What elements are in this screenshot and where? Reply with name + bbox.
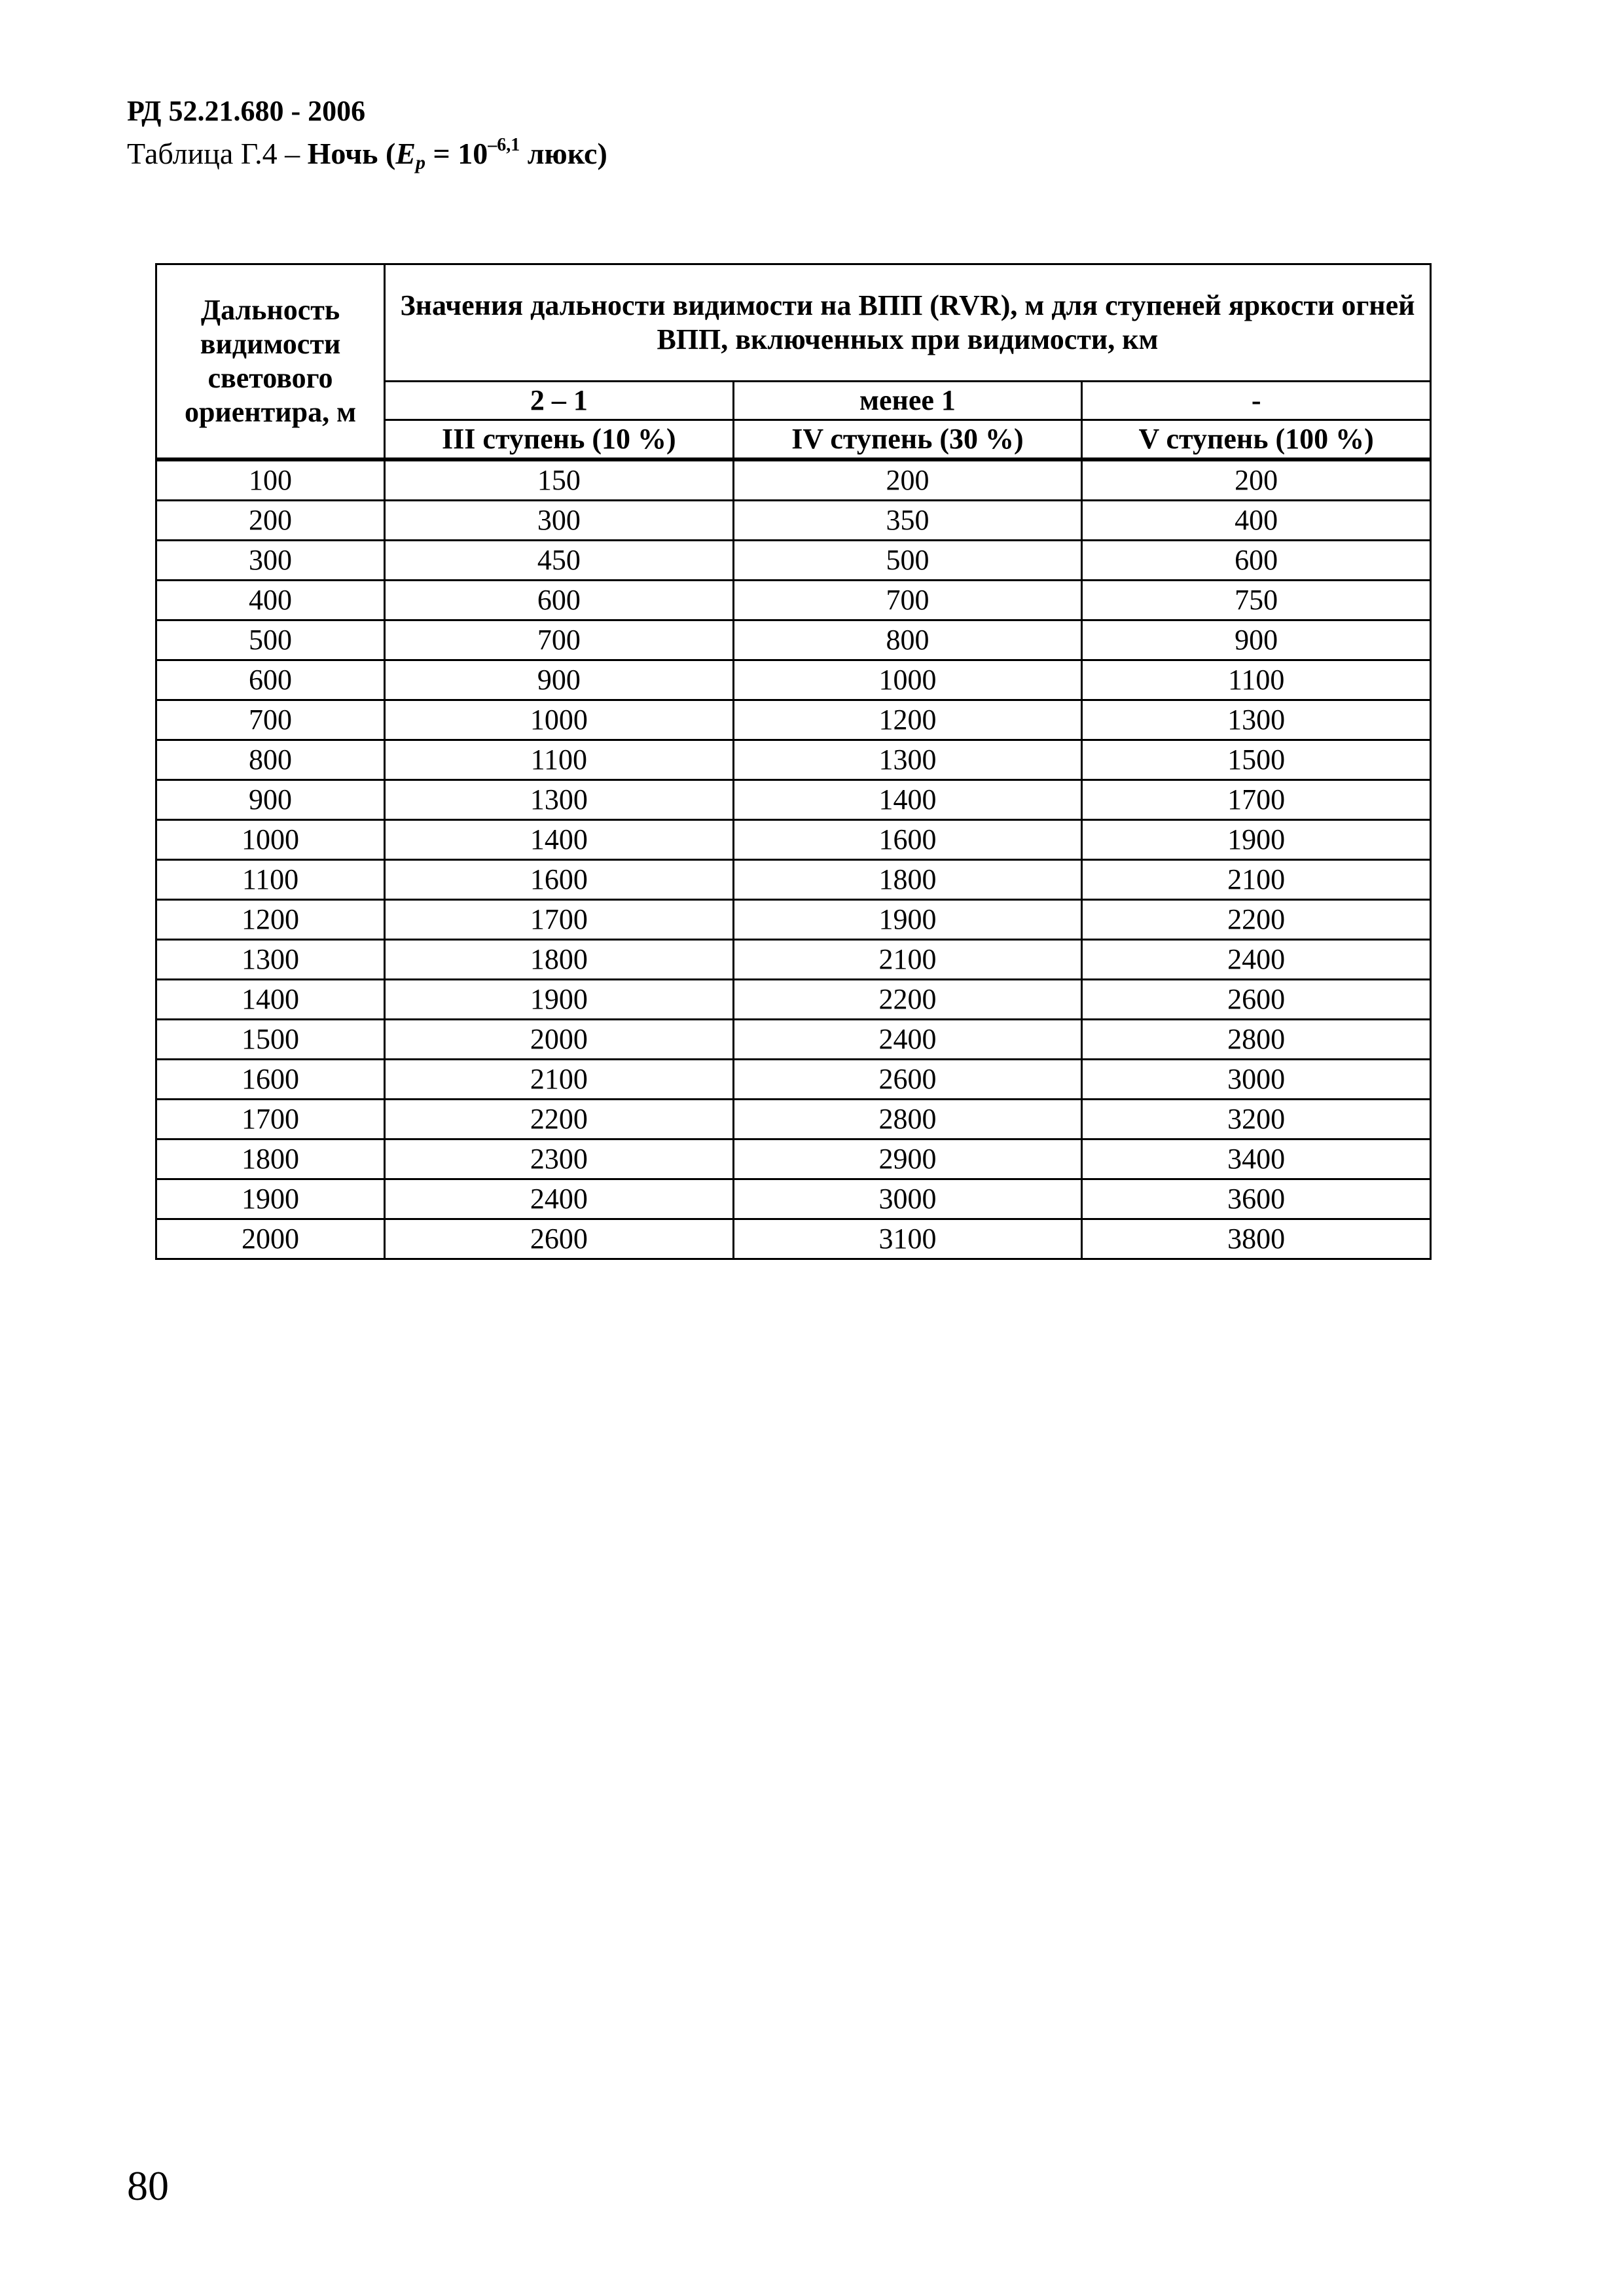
formula-symbol: E — [395, 137, 416, 170]
rvr-value-cell: 1000 — [733, 660, 1082, 700]
rvr-value-cell: 200 — [1082, 459, 1431, 501]
rvr-value-cell: 3200 — [1082, 1100, 1431, 1139]
table-row — [156, 820, 1431, 860]
landmark-distance-cell: 2000 — [156, 1219, 385, 1259]
table-row — [156, 700, 1431, 740]
rvr-value-cell: 450 — [385, 541, 734, 581]
rvr-value-cell: 3400 — [1082, 1139, 1431, 1179]
rvr-value-cell: 2200 — [1082, 900, 1431, 940]
landmark-distance-cell: 800 — [156, 740, 385, 780]
rvr-value-cell: 900 — [385, 660, 734, 700]
rvr-value-cell: 1800 — [385, 940, 734, 980]
landmark-distance-cell: 1800 — [156, 1139, 385, 1179]
rvr-value-cell: 900 — [1082, 620, 1431, 660]
rvr-value-cell: 2300 — [385, 1139, 734, 1179]
rvr-value-cell: 2600 — [1082, 980, 1431, 1020]
table-row — [156, 620, 1431, 660]
rvr-value-cell: 1900 — [733, 900, 1082, 940]
landmark-distance-cell: 300 — [156, 541, 385, 581]
rvr-value-cell: 2100 — [1082, 860, 1431, 900]
landmark-distance-cell: 1700 — [156, 1100, 385, 1139]
document-code: РД 52.21.680 - 2006 — [127, 95, 366, 127]
rvr-value-cell: 3600 — [1082, 1179, 1431, 1219]
table-row — [156, 1179, 1431, 1219]
table-row — [156, 740, 1431, 780]
rvr-value-cell: 1900 — [385, 980, 734, 1020]
rvr-value-cell: 1700 — [1082, 780, 1431, 820]
rvr-value-cell: 2400 — [1082, 940, 1431, 980]
rvr-value-cell: 350 — [733, 501, 1082, 541]
rvr-value-cell: 3800 — [1082, 1219, 1431, 1259]
brightness-level-header: IV ступень (30 %) — [733, 420, 1082, 460]
brightness-level-header: III ступень (10 %) — [385, 420, 734, 460]
rvr-value-cell: 1300 — [733, 740, 1082, 780]
table-row — [156, 459, 1431, 501]
table-row — [156, 1100, 1431, 1139]
landmark-distance-cell: 900 — [156, 780, 385, 820]
formula-equals: = 10 — [425, 137, 488, 170]
rvr-value-cell: 1600 — [733, 820, 1082, 860]
rvr-value-cell: 3000 — [733, 1179, 1082, 1219]
table-row — [156, 940, 1431, 980]
rvr-value-cell: 2900 — [733, 1139, 1082, 1179]
visibility-range-header: - — [1082, 382, 1431, 420]
table-caption: Таблица Г.4 – Ночь ($E_p = 10^{-6,1}$ люкс) — [127, 135, 607, 173]
rvr-value-cell: 1300 — [1082, 700, 1431, 740]
rvr-value-cell: 2200 — [733, 980, 1082, 1020]
page-number: 80 — [127, 2162, 169, 2209]
rvr-value-cell: 3100 — [733, 1219, 1082, 1259]
landmark-distance-cell: 700 — [156, 700, 385, 740]
rvr-value-cell: 500 — [733, 541, 1082, 581]
landmark-distance-cell: 400 — [156, 581, 385, 620]
table-row — [156, 780, 1431, 820]
table-row — [156, 1219, 1431, 1259]
table-row — [156, 900, 1431, 940]
landmark-distance-cell: 600 — [156, 660, 385, 700]
rvr-value-cell: 1300 — [385, 780, 734, 820]
table-row — [156, 860, 1431, 900]
rvr-value-cell: 700 — [733, 581, 1082, 620]
rvr-value-cell: 1400 — [385, 820, 734, 860]
rvr-value-cell: 2100 — [385, 1060, 734, 1100]
table-row — [156, 660, 1431, 700]
rvr-value-cell: 1800 — [733, 860, 1082, 900]
rvr-value-cell: 2000 — [385, 1020, 734, 1060]
rvr-value-cell: 1000 — [385, 700, 734, 740]
rvr-value-cell: 2400 — [385, 1179, 734, 1219]
landmark-distance-cell: 1900 — [156, 1179, 385, 1219]
rvr-value-cell: 2600 — [385, 1219, 734, 1259]
landmark-distance-cell: 1600 — [156, 1060, 385, 1100]
rvr-value-cell: 2400 — [733, 1020, 1082, 1060]
rvr-value-cell: 600 — [1082, 541, 1431, 581]
visibility-range-header: 2 – 1 — [385, 382, 734, 420]
table-row — [156, 1020, 1431, 1060]
rvr-value-cell: 600 — [385, 581, 734, 620]
landmark-distance-cell: 1100 — [156, 860, 385, 900]
rvr-value-cell: 2600 — [733, 1060, 1082, 1100]
landmark-distance-cell: 500 — [156, 620, 385, 660]
table-body — [156, 459, 1431, 1259]
formula-subscript: p — [416, 152, 426, 173]
table-row — [156, 980, 1431, 1020]
rvr-value-cell: 2800 — [1082, 1020, 1431, 1060]
rvr-value-cell: 1700 — [385, 900, 734, 940]
rvr-value-cell: 1100 — [1082, 660, 1431, 700]
rvr-value-cell: 750 — [1082, 581, 1431, 620]
visibility-range-header: менее 1 — [733, 382, 1082, 420]
table-row — [156, 501, 1431, 541]
caption-title: Ночь — [307, 137, 378, 170]
landmark-distance-cell: 1400 — [156, 980, 385, 1020]
rvr-value-cell: 200 — [733, 459, 1082, 501]
landmark-distance-cell: 1200 — [156, 900, 385, 940]
landmark-distance-cell: 100 — [156, 459, 385, 501]
table-row — [156, 581, 1431, 620]
rvr-value-cell: 1400 — [733, 780, 1082, 820]
rvr-value-cell: 3000 — [1082, 1060, 1431, 1100]
rvr-value-cell: 300 — [385, 501, 734, 541]
rvr-table — [155, 263, 1432, 1260]
rvr-value-cell: 1100 — [385, 740, 734, 780]
formula-exponent: –6,1 — [488, 135, 520, 155]
rvr-value-cell: 700 — [385, 620, 734, 660]
landmark-distance-cell: 200 — [156, 501, 385, 541]
rvr-value-cell: 2100 — [733, 940, 1082, 980]
brightness-level-header: V ступень (100 %) — [1082, 420, 1431, 460]
group-header: Значения дальности видимости на ВПП (RVR), м для ступеней яркости огней ВПП, включенных при видимости, км — [385, 264, 1431, 382]
rvr-value-cell: 1600 — [385, 860, 734, 900]
rvr-value-cell: 150 — [385, 459, 734, 501]
rvr-value-cell: 400 — [1082, 501, 1431, 541]
landmark-distance-cell: 1000 — [156, 820, 385, 860]
corner-header: Дальность видимости светового ориентира, м — [156, 264, 385, 460]
table-row — [156, 1139, 1431, 1179]
table-row — [156, 1060, 1431, 1100]
caption-prefix: Таблица Г.4 – — [127, 137, 308, 170]
rvr-value-cell: 2200 — [385, 1100, 734, 1139]
rvr-value-cell: 1200 — [733, 700, 1082, 740]
landmark-distance-cell: 1300 — [156, 940, 385, 980]
rvr-value-cell: 2800 — [733, 1100, 1082, 1139]
rvr-value-cell: 800 — [733, 620, 1082, 660]
table-row — [156, 541, 1431, 581]
landmark-distance-cell: 1500 — [156, 1020, 385, 1060]
formula-unit: люкс) — [520, 137, 607, 170]
rvr-value-cell: 1500 — [1082, 740, 1431, 780]
rvr-value-cell: 1900 — [1082, 820, 1431, 860]
